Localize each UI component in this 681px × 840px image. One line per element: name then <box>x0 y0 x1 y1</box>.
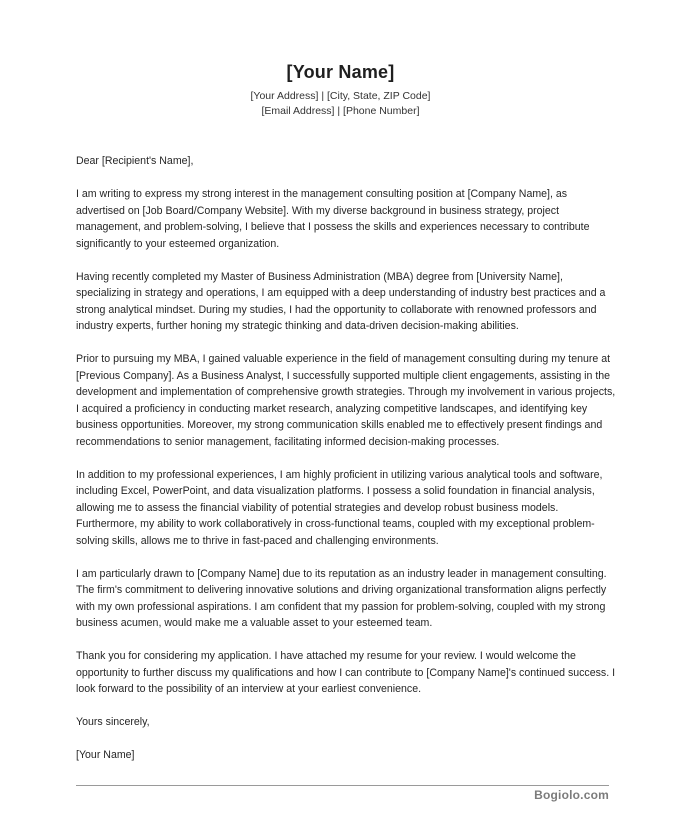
closing: Yours sincerely, <box>76 716 150 728</box>
footer-brand: Bogiolo.com <box>534 788 609 802</box>
letter-body <box>76 153 616 764</box>
paragraph-education: Having recently completed my Master of Business Administration (MBA) degree from [University Name], specializing in strategy and operations, I am equipped with a deep understanding of industry best practices and a strong analytical mindset. During my studies, I had the opportunity to collaborate with renowned professors and industry experts, further honing my strategic thinking and data-driven decision-making abilities. <box>76 270 606 332</box>
sender-address-line: [Your Address] | [City, State, ZIP Code] <box>250 90 431 102</box>
paragraph-skills: In addition to my professional experiences, I am highly proficient in utilizing various analytical tools and software, including Excel, PowerPoint, and data visualization platforms. I possess a solid foundation in financial analysis, allowing me to assess the financial viability of potential strategies and develop robust business models. Furthermore, my ability to work collaboratively in cross-functional teams, coupled with my exceptional problem-solving skills, allows me to thrive in fast-paced and challenging environments. <box>76 468 603 547</box>
sender-name: [Your Name] <box>286 62 395 82</box>
salutation: Dear [Recipient's Name], <box>76 155 194 167</box>
paragraph-intro: I am writing to express my strong interest in the management consulting position at [Company Name], as advertised on [Job Board/Company Website]. With my diverse background in business strategy, project management, and problem-solving, I believe that I possess the skills and experiences necessary to contribute significantly to your esteemed organization. <box>76 188 590 250</box>
paragraph-experience: Prior to pursuing my MBA, I gained valuable experience in the field of management consulting during my tenure at [Previous Company]. As a Business Analyst, I successfully supported multiple client engagements, assisting in the development and implementation of comprehensive growth strategies. Through my involvement in various projects, I acquired a proficiency in conducting market research, analyzing competitive landscapes, and identifying key business opportunities. Moreover, my strong communication skills enabled me to effectively present findings and recommendations to senior management, facilitating informed decision-making processes. <box>76 353 616 448</box>
letter-header <box>0 60 681 119</box>
paragraph-company-fit: I am particularly drawn to [Company Name] due to its reputation as an industry leader in management consulting. The firm's commitment to delivering innovative solutions and driving organizational transformation aligns perfectly with my own professional aspirations. I am confident that my passion for problem-solving, coupled with my strong business acumen, would make me a valuable asset to your esteemed team. <box>76 567 607 629</box>
footer-divider <box>76 785 609 786</box>
paragraph-thanks: Thank you for considering my application. I have attached my resume for your review. I would welcome the opportunity to further discuss my qualifications and how I can contribute to [Company Name]'s continued success. I look forward to the possibility of an interview at your earliest convenience. <box>76 650 616 695</box>
sender-contact-line: [Email Address] | [Phone Number] <box>261 105 420 117</box>
signature: [Your Name] <box>76 749 135 761</box>
